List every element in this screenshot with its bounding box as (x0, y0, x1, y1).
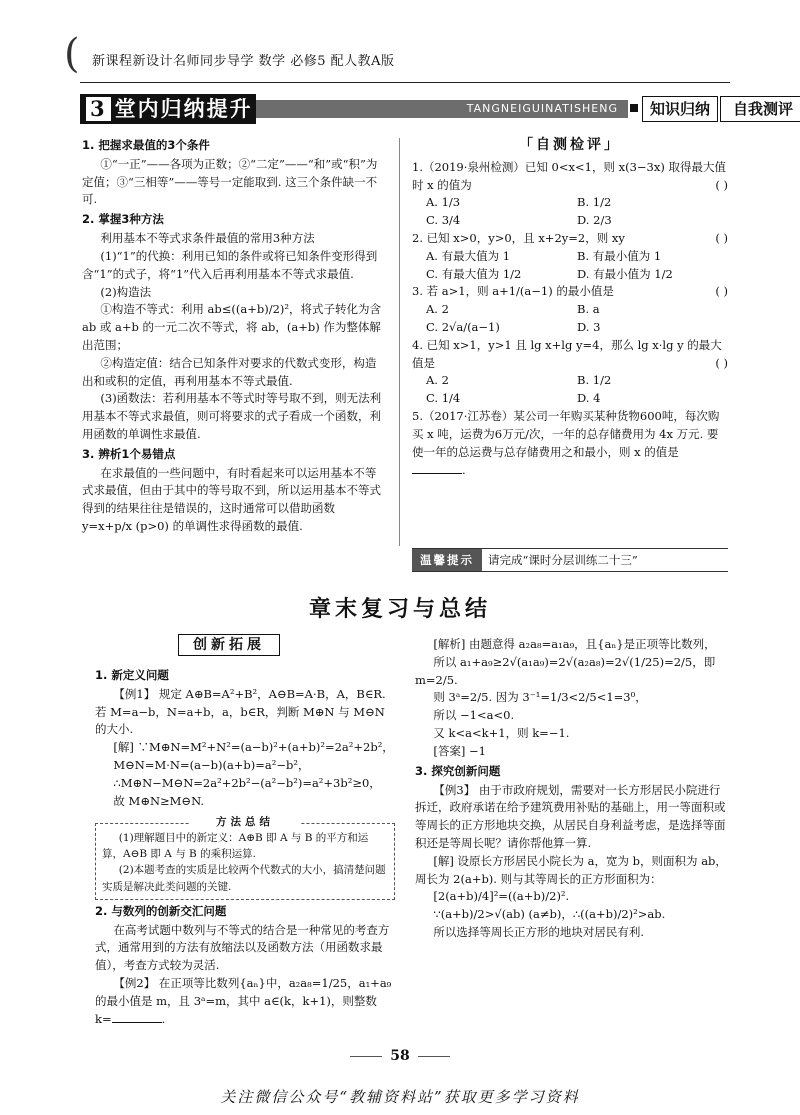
paragraph: (1)“1”的代换：利用已知的条件或将已知条件变形得到含“1”的式子，将“1”代入后再利用基本不等式求最值. (82, 248, 378, 281)
paragraph: 利用基本不等式求条件最值的常用3种方法 (100, 231, 315, 246)
option: C. 3/4 (426, 213, 461, 228)
answer-paren: ( ) (715, 177, 728, 192)
example-2: 【例2】 在正项等比数列{aₙ}中，a₂a₈=1/25，a₁+a₉ 的最小值是 m，且 3ᵃ=m，其中 a∈(k，k+1)，则整数 k= . (95, 976, 392, 1026)
solution-line: 故 M⊕N≥M⊖N. (113, 793, 205, 808)
paragraph: (3)函数法：若利用基本不等式时等号取不到，则无法利用基本不等式求最值，则可将要求的式子看成一个函数，利用函数的单调性求最值. (82, 391, 382, 441)
analysis-line: 又 k<a<k+1，则 k=−1. (433, 726, 570, 741)
method-summary-title: 方法总结 (190, 814, 300, 830)
answer-paren: ( ) (715, 230, 728, 245)
column-divider (399, 138, 400, 546)
solution-line: ∵(a+b)/2>√(ab) (a≠b)，∴((a+b)/2)²>ab. (433, 907, 666, 922)
option: D. 有最小值为 1/2 (577, 266, 673, 281)
innovation-right-column (415, 636, 731, 942)
example-3: 【例3】 由于市政府规划，需要对一长方形居民小院进行拆迁，政府承诺在给予建筑费用补贴的基础上，用一等面积或等周长的正方形地块交换，从居民自身利益考虑，是选择等面积还是等周长呢？请你帮他算一算. (415, 782, 726, 850)
option: A. 2 (426, 373, 449, 388)
question-2 (412, 230, 728, 248)
reminder-text: 请完成“课时分层训练二十三” (488, 553, 638, 567)
analysis-line: 则 3ᵃ=2/5. 因为 3⁻¹=1/3<2/5<1=3⁰， (433, 690, 647, 705)
option: D. 2/3 (577, 213, 612, 228)
question-3 (412, 283, 728, 301)
header-decoration: ( (64, 31, 80, 77)
option: C. 2√a/(a−1) (426, 320, 500, 334)
innovation-heading: 创新拓展 (178, 634, 280, 656)
page-number-dash (418, 1056, 450, 1057)
banner-number: 3 (86, 97, 111, 121)
option: A. 2 (426, 302, 449, 317)
footer-note: 关注微信公众号“教辅资料站”获取更多学习资料 (220, 1088, 580, 1106)
question-5: 5.（2017·江苏卷）某公司一年购买某种货物600吨，每次购买 x 吨，运费为6万元/次，一年的总存储费用为 4x 万元. 要使一年的总运费与总存储费用之和最小，则 x 的值是. (412, 409, 720, 477)
chapter-title: 章末复习与总结 (308, 596, 491, 622)
solution-line: [解] ∵M⊕N=M²+N²=(a−b)²+(a+b)²=2a²+2b²， (113, 740, 394, 755)
answer-blank (112, 1012, 162, 1023)
header-rule (80, 82, 730, 83)
page-number-value: 58 (390, 1048, 410, 1064)
question-text: 4. 已知 x>1，y>1 且 lg x+lg y=4，那么 lg x·lg y 的最大值是 (412, 337, 722, 370)
page-number-dash (350, 1056, 382, 1057)
example-1: 【例1】 规定 A⊕B=A²+B²，A⊖B=A·B，A，B∈R. 若 M=a−b，N=a+b，a，b∈R，判断 M⊕N 与 M⊖N 的大小. (95, 686, 386, 737)
solution-line: ∴M⊕N−M⊖N=2a²+2b²−(a²−b²)=a²+3b²≥0， (113, 775, 381, 790)
option: A. 1/3 (426, 195, 461, 210)
options-4 (412, 372, 728, 408)
solution-line: [2(a+b)/4]²=((a+b)/2)². (433, 889, 570, 904)
heading: 2. 与数列的创新交汇问题 (95, 903, 227, 918)
solution-line: M⊖N=M·N=(a−b)(a+b)=a²−b²， (113, 758, 310, 773)
question-text: 1.（2019·泉州检测）已知 0<x<1，则 x(3−3x) 取得最大值时 x 的值为 (412, 159, 726, 192)
paragraph: 在高考试题中数列与不等式的结合是一种常见的考查方式，通常用到的方法有放缩法以及函数方法（用函数求最值），考查方式较为灵活. (95, 922, 390, 973)
answer-paren: ( ) (715, 284, 728, 299)
paragraph: ②构造定值：结合已知条件对要求的代数式变形，构造出和或积的定值，再利用基本不等式最值. (82, 355, 377, 388)
self-test (412, 135, 728, 479)
example-2-text: 【例2】 在正项等比数列{aₙ}中，a₂a₈=1/25，a₁+a₉ 的最小值是 m，且 3ᵃ=m，其中 a∈(k，k+1)，则整数 k= (95, 976, 392, 1026)
option: C. 有最大值为 1/2 (426, 266, 522, 281)
banner-pinyin: TANGNEIGUINATISHENG (256, 100, 628, 118)
answer-line: [答案] −1 (433, 743, 486, 758)
banner-tag-summary: 知识归纳 (642, 96, 718, 122)
analysis-line: 所以 a₁+a₉≥2√(a₁a₉)=2√(a₂a₈)=2√(1/25)=2/5，即 m=2/5. (415, 654, 716, 687)
reminder-bar (412, 548, 728, 572)
option: B. a (577, 302, 600, 317)
page-number (0, 1046, 800, 1068)
question-1 (412, 159, 728, 195)
option: D. 4 (577, 391, 601, 406)
self-test-title: 「自测检评」 (519, 137, 621, 153)
heading: 1. 新定义问题 (95, 668, 169, 682)
section-banner (80, 94, 793, 124)
options-2 (412, 248, 728, 284)
running-header: 新课程新设计名师同步导学 数学 必修5 配人教A版 (92, 54, 395, 69)
options-1 (412, 194, 728, 230)
answer-paren: ( ) (715, 355, 728, 370)
analysis-line: [解析] 由题意得 a₂a₈=a₁a₉，且{aₙ}是正项等比数列， (433, 637, 716, 651)
method-point: (2)本题考查的实质是比较两个代数式的大小，搞清楚问题实质是解决此类问题的关键. (102, 864, 386, 893)
banner-tag-test: 自我测评 (720, 96, 800, 122)
paragraph: (2)构造法 (100, 284, 152, 299)
option: C. 1/4 (426, 391, 461, 406)
option: B. 1/2 (577, 195, 612, 210)
option: B. 有最小值为 1 (577, 248, 662, 263)
question-text: 3. 若 a>1，则 a+1/(a−1) 的最小值是 (412, 284, 614, 299)
question-text: 2. 已知 x>0，y>0，且 x+2y=2，则 xy (412, 230, 625, 245)
solution-line: [解] 设原长方形居民小院长为 a，宽为 b，则面积为 ab，周长为 2(a+b). 则与其等周长的正方形面积为： (415, 853, 727, 886)
banner-title-block (80, 94, 256, 124)
innovation-left-column (95, 665, 395, 1029)
heading: 3. 辨析1个易错点 (82, 446, 176, 461)
question-4 (412, 337, 728, 373)
solution-line: 所以选择等周长正方形的地块对居民有利. (433, 925, 645, 939)
analysis-line: 所以 −1<a<0. (433, 708, 515, 723)
method-point: (1)理解题目中的新定义：A⊕B 即 A 与 B 的平方和运算，A⊖B 即 A 与 B 的乘积运算. (102, 831, 369, 861)
question-text: 5.（2017·江苏卷）某公司一年购买某种货物600吨，每次购买 x 吨，运费为6万元/次，一年的总存储费用为 4x 万元. 要使一年的总运费与总存储费用之和最小，则 x 的值是 (412, 409, 720, 459)
method-summary-box (95, 815, 395, 900)
knowledge-summary (82, 135, 387, 536)
paragraph: ①“一正”——各项为正数；②“二定”——“和”或“积”为定值；③“三相等”——等号一定能取到. 这三个条件缺一不可. (82, 156, 378, 207)
paragraph: ①构造不等式：利用 ab≤((a+b)/2)²，将式子转化为含 ab 或 a+b 的一元二次不等式，将 ab，(a+b) 作为整体解出范围； (82, 302, 381, 352)
banner-square-icon (630, 104, 638, 112)
banner-title: 堂内归纳提升 (114, 96, 253, 121)
option: B. 1/2 (577, 373, 612, 388)
reminder-label: 温馨提示 (412, 549, 482, 571)
option: D. 3 (577, 320, 601, 334)
option: A. 有最大值为 1 (426, 248, 511, 263)
paragraph: 在求最值的一些问题中，有时看起来可以运用基本不等式求最值，但由于其中的等号取不到，所以运用基本不等式得到的结果往往是错误的，这时通常可以借助函数 y=x+p/x (p>0) 的单调性求得函数的最值. (82, 465, 381, 534)
heading: 3. 探究创新问题 (415, 763, 501, 778)
answer-blank (412, 463, 462, 474)
heading: 1. 把握求最值的3个条件 (82, 138, 210, 152)
heading: 2. 掌握3种方法 (82, 212, 164, 227)
options-3 (412, 301, 728, 337)
